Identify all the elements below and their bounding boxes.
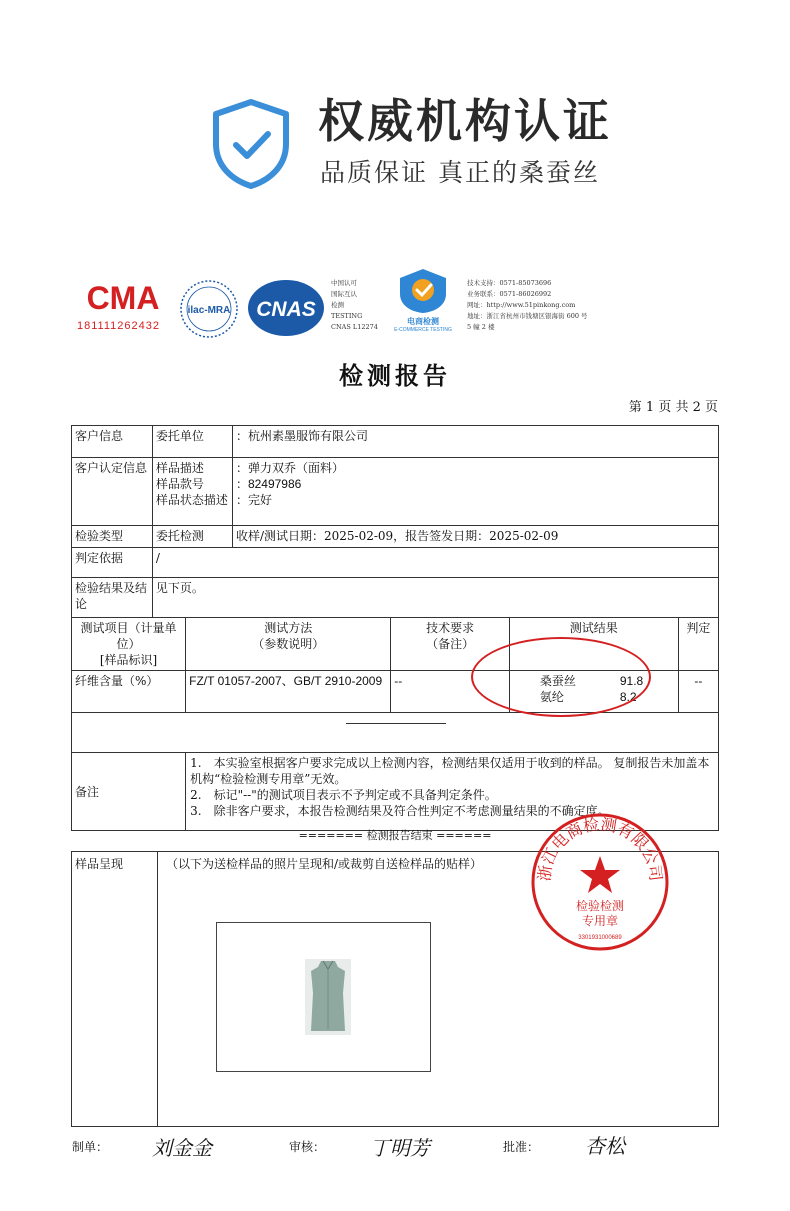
col-method-line2: （参数说明）	[252, 637, 325, 651]
row-item: 纤维含量（%）	[72, 671, 186, 713]
maker-signature: 刘金金	[152, 1136, 212, 1160]
ecommerce-en: E-COMMERCE TESTING	[394, 327, 452, 333]
contact-line: 技术支持：0571-85073696	[467, 279, 552, 287]
sample-desc-value: ：弹力双乔（面料）	[235, 461, 344, 475]
col-item	[72, 618, 186, 671]
dates: 收样/测试日期：2025-02-09，报告签发日期：2025-02-09	[232, 526, 718, 548]
table-row	[72, 458, 719, 526]
stamp-center-1: 检验检测	[575, 899, 625, 913]
sample-values	[232, 458, 718, 526]
col-result: 测试结果	[509, 618, 678, 671]
inspect-type-value: 委托检测	[152, 526, 232, 548]
stamp-center-2: 专用章	[581, 914, 619, 928]
sample-state-label: 样品状态描述	[155, 493, 228, 507]
contact-line: 网址：http://www.51pinkong.com	[467, 301, 576, 309]
row-judge: --	[678, 671, 718, 713]
ilac-logo	[179, 279, 239, 339]
table-row	[72, 548, 719, 578]
col-method-line1: 测试方法	[264, 621, 313, 635]
contact-line: 5 幢 2 楼	[467, 323, 495, 331]
sample-photo	[216, 922, 431, 1072]
cma-logo-text: CMA	[86, 280, 160, 314]
contact-line: 地址：浙江省杭州市钱塘区银海街 600 号	[467, 312, 588, 320]
col-judge: 判定	[678, 618, 718, 671]
report-title: 检测报告	[339, 361, 451, 390]
cnas-line: 国际互认	[331, 290, 357, 298]
fiber-name: 桑蚕丝	[539, 674, 576, 688]
shield-check-icon	[210, 98, 292, 194]
basis-value: /	[152, 548, 718, 578]
remark-3: 3. 除非客户要求，本报告检测结果及符合性判定不考虑测量结果的不确定度。	[190, 804, 610, 818]
cnas-logo	[247, 279, 325, 337]
cnas-line: 中国认可	[331, 279, 357, 287]
fiber-value: 91.8	[619, 674, 644, 688]
ilac-logo-text: ilac-MRA	[187, 305, 231, 316]
cnas-info	[331, 278, 378, 333]
reviewer-signature: 丁明芳	[370, 1136, 430, 1160]
cnas-line: CNAS L12274	[331, 323, 378, 331]
fiber-value: 8.2	[619, 690, 637, 704]
cnas-line: 检测	[331, 301, 344, 309]
table-row	[72, 713, 719, 753]
sample-labels	[152, 458, 232, 526]
reviewer-label: 审核：	[289, 1140, 326, 1154]
remark-2: 2. 标记"--"的测试项目表示不予判定或不具备判定条件。	[190, 788, 497, 802]
approver-signature: 杏松	[585, 1134, 625, 1158]
col-item-line1: 测试项目（计量单位）	[80, 621, 177, 651]
sample-desc-label: 样品描述	[155, 461, 204, 475]
maker-label: 制单：	[72, 1140, 109, 1154]
basis-label: 判定依据	[72, 548, 153, 578]
end-line: ======= 检测报告结束 ======	[298, 829, 492, 842]
table-row	[72, 526, 719, 548]
sample-no-label: 样品款号	[155, 477, 204, 491]
col-req-line1: 技术要求	[426, 621, 475, 635]
stamp-number: 3301931000689	[578, 935, 622, 941]
table-row	[72, 426, 719, 458]
row-method: FZ/T 01057-2007、GB/T 2910-2009	[186, 671, 391, 713]
report-table	[71, 425, 719, 831]
cma-number: 181111262432	[77, 320, 160, 332]
client-confirm-label: 客户认定信息	[72, 458, 153, 526]
banner-title: 权威机构认证	[318, 94, 612, 148]
sample-label: 样品呈现	[72, 852, 158, 1126]
table-row	[72, 578, 719, 618]
row-req: --	[391, 671, 510, 713]
result-value: 见下页。	[152, 578, 718, 618]
sample-no-value: ：82497986	[235, 477, 302, 491]
ecommerce-cn: 电商检测	[407, 317, 439, 326]
sample-note: （以下为送检样品的照片呈现和/或裁剪自送检样品的贴样）	[166, 857, 483, 871]
col-req-line2: （备注）	[426, 637, 475, 651]
official-stamp	[530, 812, 670, 956]
cnas-logo-text: CNAS	[256, 298, 316, 321]
cnas-line: TESTING	[331, 312, 363, 320]
entrust-label: 委托单位	[152, 426, 232, 458]
approver-label: 批准：	[503, 1140, 540, 1154]
inspect-type-label: 检验类型	[72, 526, 153, 548]
entrust-value: ：杭州素墨服饰有限公司	[232, 426, 718, 458]
contact-info	[467, 278, 588, 333]
col-item-line2: [样品标识]	[99, 653, 158, 667]
stamp-arc-text: 浙江电商检测有限公司	[534, 814, 666, 883]
client-label: 客户信息	[72, 426, 153, 458]
sample-state-value: ：完好	[235, 493, 272, 507]
banner-subtitle: 品质保证 真正的桑蚕丝	[320, 158, 600, 187]
page-info: 第 1 页 共 2 页	[628, 400, 718, 415]
result-highlight-oval	[471, 637, 651, 717]
remark-1: 1. 本实验室根据客户要求完成以上检测内容，检测结果仅适用于收到的样品。 复制报告未加盖本机构“检验检测专用章”无效。	[190, 756, 710, 786]
blank-row	[72, 713, 719, 753]
col-method	[186, 618, 391, 671]
divider	[346, 723, 446, 724]
result-label: 检验结果及结论	[72, 578, 153, 618]
dress-image	[217, 923, 430, 1071]
remarks-label: 备注	[72, 753, 186, 831]
cma-logo	[77, 280, 169, 318]
contact-line: 业务联系：0571-86026992	[467, 290, 552, 298]
fiber-name: 氨纶	[539, 690, 564, 704]
